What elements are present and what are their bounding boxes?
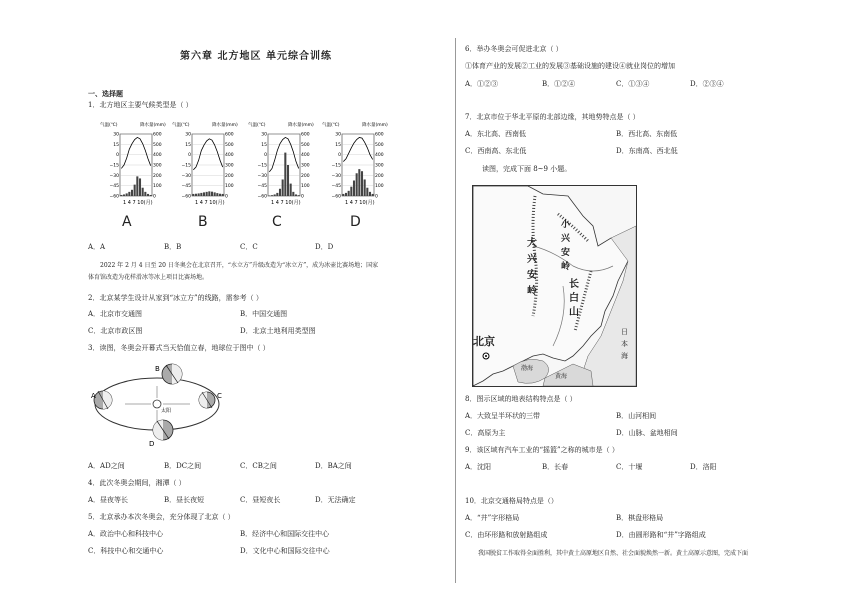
precip-bar: [292, 192, 294, 196]
month-axis-label: 1 4 7 10(月): [123, 200, 153, 206]
precip-bar: [198, 193, 200, 196]
q8-option-b[interactable]: B．山河相间: [616, 412, 657, 420]
q2-option-b[interactable]: B．中国交通图: [240, 310, 288, 318]
temp-tick-label: 0: [264, 153, 267, 159]
label-beijing: 北京: [473, 335, 495, 348]
temp-tick-label: 0: [338, 153, 341, 159]
precip-tick-label: 100: [301, 184, 310, 190]
precip-tick-label: 400: [375, 153, 384, 159]
temp-line: [193, 139, 222, 170]
q9-option-c[interactable]: C．十堰: [616, 463, 643, 471]
q9-option-a[interactable]: A．沈阳: [465, 463, 492, 471]
chart-letter-b: B: [198, 214, 208, 230]
precip-bar: [128, 192, 130, 196]
q6-option-d[interactable]: D．②③④: [690, 80, 724, 88]
temp-tick-label: −45: [331, 184, 341, 190]
temp-tick-label: 15: [261, 142, 267, 148]
climate-chart-c: [248, 120, 318, 210]
precip-tick-label: 200: [225, 173, 234, 179]
q10-option-b[interactable]: B．棋盘形格局: [616, 514, 664, 522]
q7-option-c[interactable]: C．西南高、东北低: [465, 147, 527, 155]
q9-stem: 9．该区域有汽车工业的“摇篮”之称的城市是（ ）: [465, 446, 619, 454]
precip-tick-label: 0: [375, 194, 378, 200]
precip-bar: [348, 191, 350, 196]
temp-tick-label: −30: [331, 173, 341, 179]
label-bohai: 渤海: [521, 365, 534, 372]
q6-option-c[interactable]: C．①③④: [616, 80, 650, 88]
temp-tick-label: −15: [257, 163, 267, 169]
q3-option-b[interactable]: B．DC之间: [164, 462, 202, 470]
label-huanghai: 黄海: [555, 373, 568, 380]
precip-axis-label: 降水量(mm): [212, 123, 238, 128]
q1-option-c[interactable]: C．C: [240, 243, 258, 251]
q5-option-b[interactable]: B．经济中心和国际交往中心: [240, 530, 330, 538]
precip-bar: [211, 192, 213, 196]
temp-axis-label: 气温(℃): [100, 123, 118, 128]
precip-bar: [195, 194, 197, 196]
precip-tick-label: 100: [375, 184, 384, 190]
northeast-map: [472, 185, 637, 387]
precip-bar: [276, 193, 278, 196]
q5-stem: 5．北京承办本次冬奥会，充分体现了北京（ ）: [88, 513, 235, 521]
precip-bar: [134, 185, 136, 196]
precip-bar: [290, 184, 292, 196]
q2-option-d[interactable]: D．北京土地利用类型图: [240, 327, 316, 335]
precip-bar: [206, 192, 208, 196]
precip-bar: [342, 194, 344, 196]
precip-tick-label: 400: [225, 153, 234, 159]
precip-tick-label: 0: [153, 194, 156, 200]
precip-bar: [126, 193, 128, 196]
precip-tick-label: 400: [301, 153, 310, 159]
precip-bar: [144, 192, 146, 196]
temp-tick-label: 30: [185, 132, 191, 138]
climate-chart-b: [172, 120, 242, 210]
precip-bar: [353, 181, 355, 197]
precip-bar: [216, 193, 218, 196]
temp-tick-label: 30: [335, 132, 341, 138]
precip-axis-label: 降水量(mm): [362, 123, 388, 128]
temp-tick-label: −30: [109, 173, 119, 179]
temp-line: [343, 137, 372, 161]
chart-letter-d: D: [350, 214, 361, 230]
precip-tick-label: 600: [301, 132, 310, 138]
precip-tick-label: 300: [301, 163, 310, 169]
q2-option-a[interactable]: A．北京市交通图: [88, 310, 143, 318]
temp-tick-label: −15: [109, 163, 119, 169]
earth-c-icon: [199, 392, 215, 408]
temp-tick-label: 30: [113, 132, 119, 138]
precip-bar: [150, 195, 152, 196]
q1-option-a[interactable]: A．A: [88, 243, 106, 251]
temp-axis-label: 气温(℃): [172, 123, 190, 128]
temp-tick-label: −45: [181, 184, 191, 190]
precip-tick-label: 600: [225, 132, 234, 138]
precip-bar: [222, 194, 224, 196]
precip-bar: [279, 189, 281, 196]
q10-option-a[interactable]: A．“井”字形格局: [465, 514, 520, 522]
temp-tick-label: −30: [257, 173, 267, 179]
month-axis-label: 1 4 7 10(月): [345, 200, 375, 206]
precip-bar: [282, 179, 284, 196]
q6-option-a[interactable]: A．①②③: [465, 80, 499, 88]
orbit-label-c: C: [217, 392, 222, 400]
q10-stem: 10．北京交通格局特点是（）: [465, 497, 558, 505]
orbit-label-sun: 太阳: [161, 408, 172, 414]
precip-axis-label: 降水量(mm): [140, 123, 166, 128]
q2-stem: 2．北京某学生设计从家到“冰立方”的线路，需参考（ ）: [88, 294, 263, 302]
precip-tick-label: 0: [225, 194, 228, 200]
label-xiaoxinganling: 小兴安岭: [561, 220, 571, 272]
precip-bar: [203, 192, 205, 196]
precip-tick-label: 300: [375, 163, 384, 169]
q10-option-d[interactable]: D．由圆形路和“井”字路组成: [616, 531, 706, 539]
month-axis-label: 1 4 7 10(月): [195, 200, 225, 206]
passage-olympics-line2: 体育馆改造为花样滑冰等冰上项目比赛场地。: [88, 274, 209, 281]
precip-tick-label: 200: [301, 173, 310, 179]
q8-option-d[interactable]: D．山脉、盆地相间: [616, 429, 678, 437]
temp-tick-label: −60: [181, 194, 191, 200]
q8-option-c[interactable]: C．高原为主: [465, 429, 506, 437]
precip-bar: [123, 194, 125, 196]
precip-tick-label: 200: [153, 173, 162, 179]
precip-tick-label: 300: [153, 163, 162, 169]
section-heading: 一、选择题: [88, 89, 123, 98]
precip-tick-label: 300: [225, 163, 234, 169]
precip-bar: [295, 194, 297, 196]
temp-tick-label: 0: [188, 153, 191, 159]
precip-tick-label: 500: [375, 142, 384, 148]
q8-option-a[interactable]: A．大致呈半环状的三带: [465, 412, 541, 420]
precip-bar: [208, 191, 210, 196]
precip-bar: [366, 188, 368, 196]
precip-bar: [369, 192, 371, 196]
label-daxinganling: 大兴安岭: [527, 238, 537, 297]
label-changbaishan: 长白山: [569, 279, 579, 318]
temp-tick-label: 30: [261, 132, 267, 138]
precip-bar: [361, 171, 363, 196]
sun-icon: [153, 400, 161, 408]
precip-bar: [131, 190, 133, 196]
precip-tick-label: 100: [225, 184, 234, 190]
temp-tick-label: −30: [181, 173, 191, 179]
precip-bar: [298, 195, 300, 196]
q7-stem: 7．北京市位于华北平原的北部边缘，其地势特点是（ ）: [465, 113, 640, 121]
precip-bar: [120, 195, 122, 196]
q7-option-d[interactable]: D．东南高、西北低: [616, 147, 678, 155]
map-intro: 读图，完成下面 8~9 小题。: [482, 165, 572, 173]
precip-bar: [345, 193, 347, 196]
precip-tick-label: 500: [301, 142, 310, 148]
precip-tick-label: 100: [153, 184, 162, 190]
chart-letter-c: C: [272, 214, 282, 230]
orbit-label-d: D: [149, 440, 155, 448]
precip-bar: [268, 195, 270, 196]
precip-bar: [142, 188, 144, 196]
earth-orbit-diagram: [85, 358, 230, 454]
q3-option-a[interactable]: A．AD之间: [88, 462, 125, 470]
temp-tick-label: 0: [116, 153, 119, 159]
q1-option-b[interactable]: B．B: [164, 243, 182, 251]
temp-tick-label: −60: [331, 194, 341, 200]
q5-option-a[interactable]: A．政治中心和科技中心: [88, 530, 164, 538]
q1-option-d[interactable]: D．D: [315, 243, 334, 251]
precip-bar: [214, 192, 216, 196]
temp-tick-label: −60: [109, 194, 119, 200]
precip-bar: [356, 173, 358, 196]
precip-tick-label: 500: [225, 142, 234, 148]
passage-loess: 我国脱贫工作取得全面胜利，其中黄土高原地区自然、社会面貌焕然一新。黄土高原示意图，完成下面: [478, 550, 749, 557]
q4-option-a[interactable]: A．昼夜等长: [88, 496, 129, 504]
temp-line: [121, 137, 150, 168]
precip-bar: [136, 176, 138, 196]
q1-stem: 1．北方地区主要气候类型是（ ）: [88, 101, 193, 109]
precip-tick-label: 600: [153, 132, 162, 138]
q10-option-c[interactable]: C．由环形路和放射路组成: [465, 531, 548, 539]
precip-tick-label: 200: [375, 173, 384, 179]
passage-olympics-line1: 2022 年 2 月 4 日至 20 日冬奥会在北京召开，“水立方”升级改造为“冰立方”，成为冰壶比赛场地；国家: [100, 262, 379, 269]
q6-items: ①体育产业的发展②工业的发展③基础设施的建设④就业岗位的增加: [465, 62, 675, 70]
temp-tick-label: 15: [185, 142, 191, 148]
chart-letter-a: A: [122, 214, 132, 230]
temp-tick-label: 15: [113, 142, 119, 148]
temp-tick-label: 15: [335, 142, 341, 148]
q4-option-b[interactable]: B．昼长夜短: [164, 496, 205, 504]
temp-tick-label: −15: [331, 163, 341, 169]
q7-option-b[interactable]: B．西北高、东南低: [616, 130, 678, 138]
q5-option-c[interactable]: C．科技中心和交通中心: [88, 547, 164, 555]
precip-bar: [200, 193, 202, 196]
precip-bar: [274, 194, 276, 196]
label-riben-sea: 日本海: [621, 328, 628, 360]
q3-option-c[interactable]: C．CB之间: [240, 462, 277, 470]
precip-bar: [284, 153, 286, 196]
precip-bar: [147, 194, 149, 196]
precip-bar: [192, 194, 194, 196]
temp-tick-label: −45: [257, 184, 267, 190]
precip-tick-label: 400: [153, 153, 162, 159]
q9-option-d[interactable]: D．洛阳: [690, 463, 717, 471]
q4-option-c[interactable]: C．昼短夜长: [240, 496, 281, 504]
climate-chart-d: [322, 120, 392, 210]
temp-tick-label: −15: [181, 163, 191, 169]
precip-bar: [287, 165, 289, 196]
climate-chart-a: [100, 120, 170, 210]
q3-stem: 3．读图，冬奥会开幕式当天恰值立春，地球位于图中（ ）: [88, 344, 270, 352]
q7-option-a[interactable]: A．东北高、西南低: [465, 130, 527, 138]
precip-tick-label: 600: [375, 132, 384, 138]
precip-bar: [358, 169, 360, 196]
orbit-label-b: B: [155, 365, 160, 373]
temp-tick-label: −60: [257, 194, 267, 200]
temp-axis-label: 气温(℃): [322, 123, 340, 128]
precip-bar: [271, 195, 273, 196]
orbit-label-a: A: [91, 392, 96, 400]
q6-stem: 6．举办冬奥会可促进北京（ ）: [465, 45, 563, 53]
earth-a-icon: [94, 391, 112, 409]
precip-bar: [350, 187, 352, 196]
month-axis-label: 1 4 7 10(月): [271, 200, 301, 206]
q8-stem: 8．图示区域的地表结构特点是（ ）: [465, 395, 577, 403]
temp-tick-label: −45: [109, 184, 119, 190]
precip-tick-label: 0: [301, 194, 304, 200]
earth-b-icon: [162, 364, 182, 384]
precip-axis-label: 降水量(mm): [288, 123, 314, 128]
precip-tick-label: 500: [153, 142, 162, 148]
q2-option-c[interactable]: C．北京市政区图: [88, 327, 143, 335]
page-title: 第六章 北方地区 单元综合训练: [180, 51, 332, 62]
q5-option-d[interactable]: D．文化中心和国际交往中心: [240, 547, 330, 555]
precip-bar: [219, 194, 221, 196]
column-divider: [455, 38, 456, 583]
q3-option-d[interactable]: D．BA之间: [315, 462, 352, 470]
earth-d-icon: [153, 420, 173, 440]
precip-bar: [139, 178, 141, 196]
q4-option-d[interactable]: D．无法确定: [315, 496, 356, 504]
precip-bar: [372, 194, 374, 196]
temp-axis-label: 气温(℃): [248, 123, 266, 128]
q4-stem: 4．此次冬奥会期间，湘潭（ ）: [88, 479, 186, 487]
precip-bar: [364, 179, 366, 196]
q9-option-b[interactable]: B．长春: [542, 463, 569, 471]
q6-option-b[interactable]: B．①②④: [542, 80, 576, 88]
